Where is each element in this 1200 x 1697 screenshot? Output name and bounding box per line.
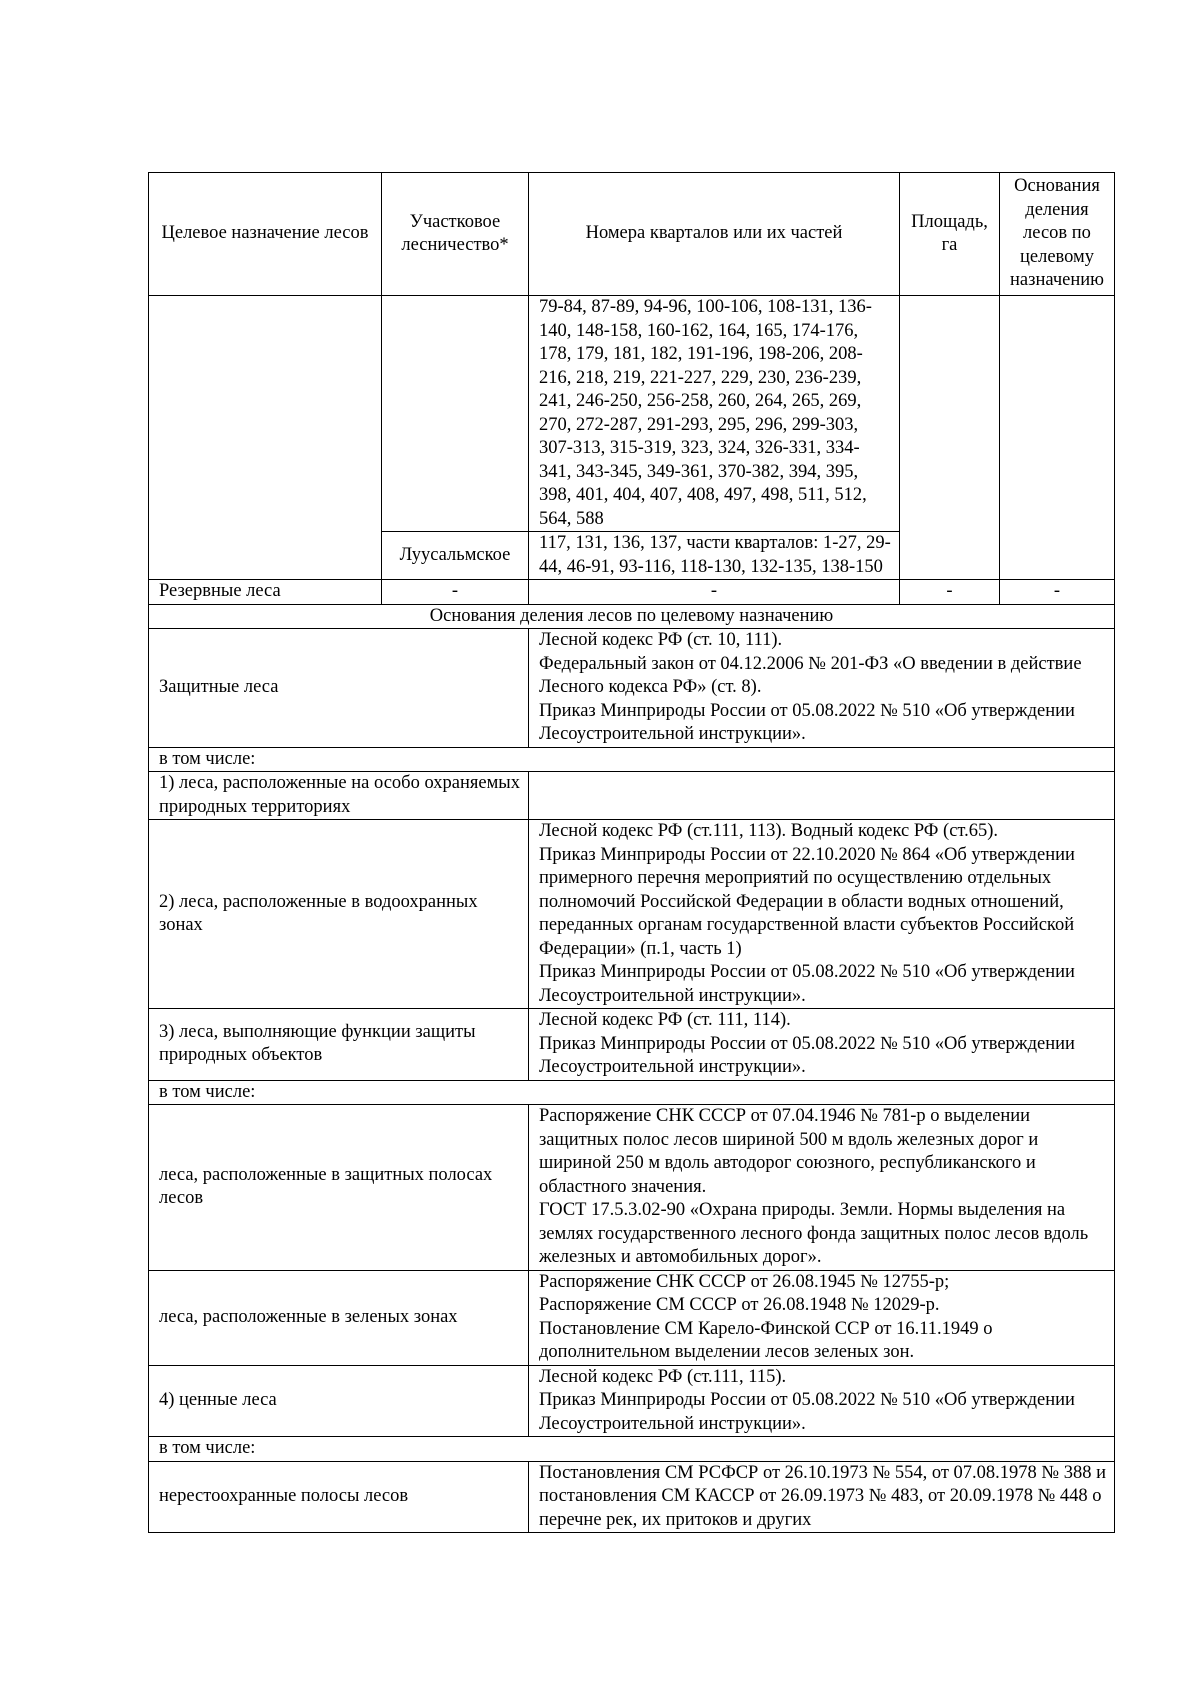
table-row (149, 1437, 1115, 1462)
legal-basis-line: Постановления СМ РСФСР от 26.10.1973 № 554, от 07.08.1978 № 388 и постановления СМ КАССР от 26.09.1973 № 483, от 20.09.1978 № 448 о перечне рек, их притоков и других (539, 1462, 1106, 1530)
table-row (149, 747, 1115, 772)
table-row (149, 629, 1115, 748)
category-label: Защитные леса (149, 629, 529, 748)
header-quarters: Номера кварталов или их частей (529, 173, 900, 296)
legal-basis-line: Приказ Минприроды России от 05.08.2022 № 510 «Об утверждении Лесоустроительной инструкции». (539, 962, 1075, 1006)
category-label: леса, расположенные в зеленых зонах (149, 1270, 529, 1365)
purpose-cell (149, 296, 382, 580)
reserve-basis: - (1000, 580, 1115, 605)
header-purpose: Целевое назначение лесов (149, 173, 382, 296)
category-label: леса, расположенные в защитных полосах лесов (149, 1105, 529, 1271)
forest-purpose-table (148, 172, 1115, 1533)
legal-basis-line: Лесной кодекс РФ (ст.111, 115). (539, 1366, 787, 1387)
legal-basis-line: Лесной кодекс РФ (ст. 10, 111). (539, 630, 783, 650)
legal-basis-line: ГОСТ 17.5.3.02-90 «Охрана природы. Земли. Нормы выделения на землях государственного лесного фонда защитных полос лесов вдоль железных и автомобильных дорог». (539, 1200, 1089, 1267)
quarters-cell: 79-84, 87-89, 94-96, 100-106, 108-131, 136-140, 148-158, 160-162, 164, 165, 174-176, 178, 179, 181, 182, 191-196, 198-206, 208-216, 218, 219, 221-227, 229, 230, 236-239, 241, 246-250, 256-258, 260, 264, 265, 269, 270, 272-287, 291-293, 295, 296, 299-303, 307-313, 315-319, 323, 324, 326-331, 334-341, 343-345, 349-361, 370-382, 394, 395, 398, 401, 404, 407, 408, 497, 498, 511, 512, 564, 588 (529, 296, 900, 532)
legal-basis-line: Приказ Минприроды России от 05.08.2022 № 510 «Об утверждении Лесоустроительной инструкции». (539, 1033, 1075, 1077)
area-cell (900, 296, 1000, 580)
legal-basis-cell (529, 629, 1115, 748)
table-row (149, 772, 1115, 820)
legal-basis-line: Лесной кодекс РФ (ст.111, 113). Водный кодекс РФ (ст.65). (539, 821, 999, 841)
table-row (149, 296, 1115, 532)
district-cell (382, 296, 529, 532)
legal-basis-line: Федеральный закон от 04.12.2006 № 201-ФЗ «О введении в действие Лесного кодекса РФ» (ст. 8). (539, 653, 1082, 697)
legal-basis-cell (529, 772, 1115, 820)
legal-basis-cell (529, 1461, 1115, 1533)
legal-basis-line: Лесной кодекс РФ (ст. 111, 114). (539, 1010, 791, 1030)
subgroup-label: в том числе: (149, 1080, 1115, 1105)
legal-basis-cell (529, 1009, 1115, 1081)
district-cell: Луусальмское (382, 532, 529, 580)
legal-basis-line: Распоряжение СНК СССР от 26.08.1945 № 12755-р; (539, 1271, 950, 1292)
legal-basis-line: Приказ Минприроды России от 22.10.2020 № 864 «Об утверждении примерного перечня мероприятий по осуществлению отдельных полномочий Российской Федерации в области водных отношений, переданных органам государственной власти субъектов Российской Федерации» (п.1, часть 1) (539, 844, 1075, 959)
legal-basis-line: Постановление СМ Карело-Финской ССР от 16.11.1949 о дополнительном выделении лесов зеленых зон. (539, 1318, 993, 1362)
table-row (149, 820, 1115, 1009)
table-row (149, 1365, 1115, 1437)
basis-cell (1000, 296, 1115, 580)
category-label: нерестоохранные полосы лесов (149, 1461, 529, 1533)
category-label: 3) леса, выполняющие функции защиты природных объектов (149, 1009, 529, 1081)
category-label: 2) леса, расположенные в водоохранных зонах (149, 820, 529, 1009)
section-title: Основания деления лесов по целевому назначению (149, 604, 1115, 629)
legal-basis-line: Распоряжение СМ СССР от 26.08.1948 № 12029-р. (539, 1295, 940, 1315)
table-row (149, 1105, 1115, 1271)
subgroup-label: в том числе: (149, 747, 1115, 772)
legal-basis-line: Распоряжение СНК СССР от 07.04.1946 № 781-р о выделении защитных полос лесов шириной 500 м вдоль железных дорог и шириной 250 м вдоль автодорог союзного, республиканского и областного значения. (539, 1106, 1039, 1197)
legal-basis-cell (529, 1270, 1115, 1365)
document-page (148, 172, 1114, 1533)
reserve-district: - (382, 580, 529, 605)
header-basis: Основания деления лесов по целевому назначению (1000, 173, 1115, 296)
header-district: Участковое лесничество* (382, 173, 529, 296)
table-header-row (149, 173, 1115, 296)
subgroup-label: в том числе: (149, 1437, 1115, 1462)
reserve-area: - (900, 580, 1000, 605)
reserve-quarters: - (529, 580, 900, 605)
table-row (149, 1461, 1115, 1533)
legal-basis-line: Приказ Минприроды России от 05.08.2022 № 510 «Об утверждении Лесоустроительной инструкции». (539, 700, 1075, 744)
reserve-label: Резервные леса (149, 580, 382, 605)
quarters-cell: 117, 131, 136, 137, части кварталов: 1-27, 29-44, 46-91, 93-116, 118-130, 132-135, 138-150 (529, 532, 900, 580)
reserve-row (149, 580, 1115, 605)
legal-basis-cell (529, 820, 1115, 1009)
legal-basis-cell (529, 1365, 1115, 1437)
section-title-row (149, 604, 1115, 629)
legal-basis-cell (529, 1105, 1115, 1271)
legal-basis-line: Приказ Минприроды России от 05.08.2022 № 510 «Об утверждении Лесоустроительной инструкции». (539, 1390, 1075, 1434)
header-area: Площадь, га (900, 173, 1000, 296)
table-row (149, 1270, 1115, 1365)
table-row (149, 1009, 1115, 1081)
basis-rows (149, 629, 1115, 1533)
table-row (149, 1080, 1115, 1105)
category-label: 1) леса, расположенные на особо охраняемых природных территориях (149, 772, 529, 820)
category-label: 4) ценные леса (149, 1365, 529, 1437)
